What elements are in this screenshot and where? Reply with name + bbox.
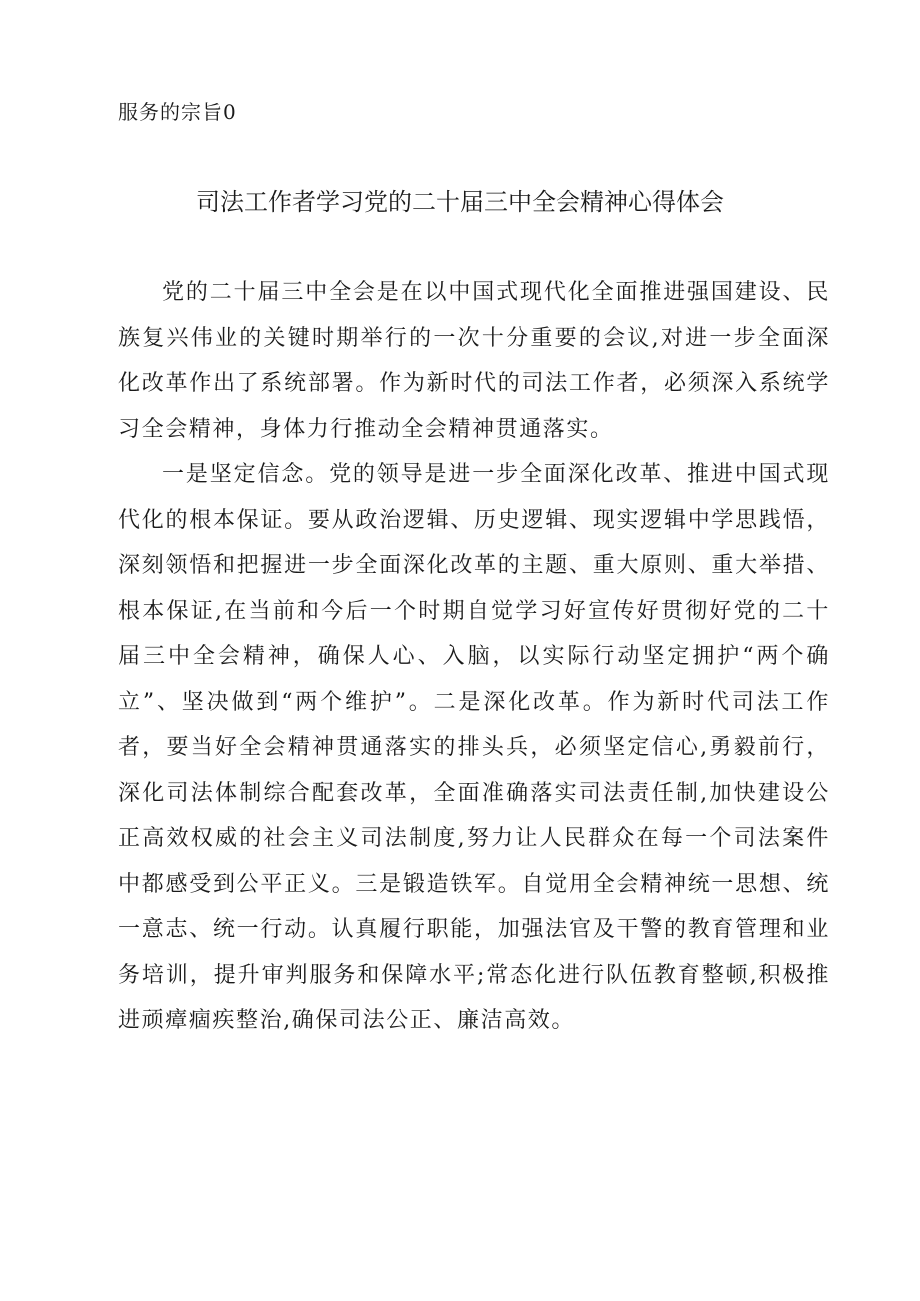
previous-page-fragment: 服务的宗旨0	[118, 100, 237, 124]
document-title: 司法工作者学习党的二十届三中全会精神心得体会	[196, 188, 724, 216]
paragraph-main: 一是坚定信念。党的领导是进一步全面深化改革、推进中国式现代化的根本保证。要从政治逻辑、历史逻辑、现实逻辑中学思践悟，深刻领悟和把握进一步全面深化改革的主题、重大原则、重大举措、根本保证,在当前和今后一个时期自觉学习好宣传好贯彻好党的二十届三中全会精神，确保人心、入脑，以实际行动坚定拥护“两个确立”、坚决做到“两个维护”。二是深化改革。作为新时代司法工作者，要当好全会精神贯通落实的排头兵，必须坚定信心,勇毅前行，深化司法体制综合配套改革，全面准确落实司法责任制,加快建设公正高效权威的社会主义司法制度,努力让人民群众在每一个司法案件中都感受到公平正义。三是锻造铁军。自觉用全会精神统一思想、统一意志、统一行动。认真履行职能，加强法官及干警的教育管理和业务培训，提升审判服务和保障水平;常态化进行队伍教育整顿,积极推进顽瘴痼疾整治,确保司法公正、廉洁高效。	[118, 462, 830, 1033]
document-body	[118, 270, 830, 1044]
paragraph-intro: 党的二十届三中全会是在以中国式现代化全面推进强国建设、民族复兴伟业的关键时期举行的一次十分重要的会议,对进一步全面深化改革作出了系统部署。作为新时代的司法工作者，必须深入系统学习全会精神，身体力行推动全会精神贯通落实。	[118, 280, 830, 442]
